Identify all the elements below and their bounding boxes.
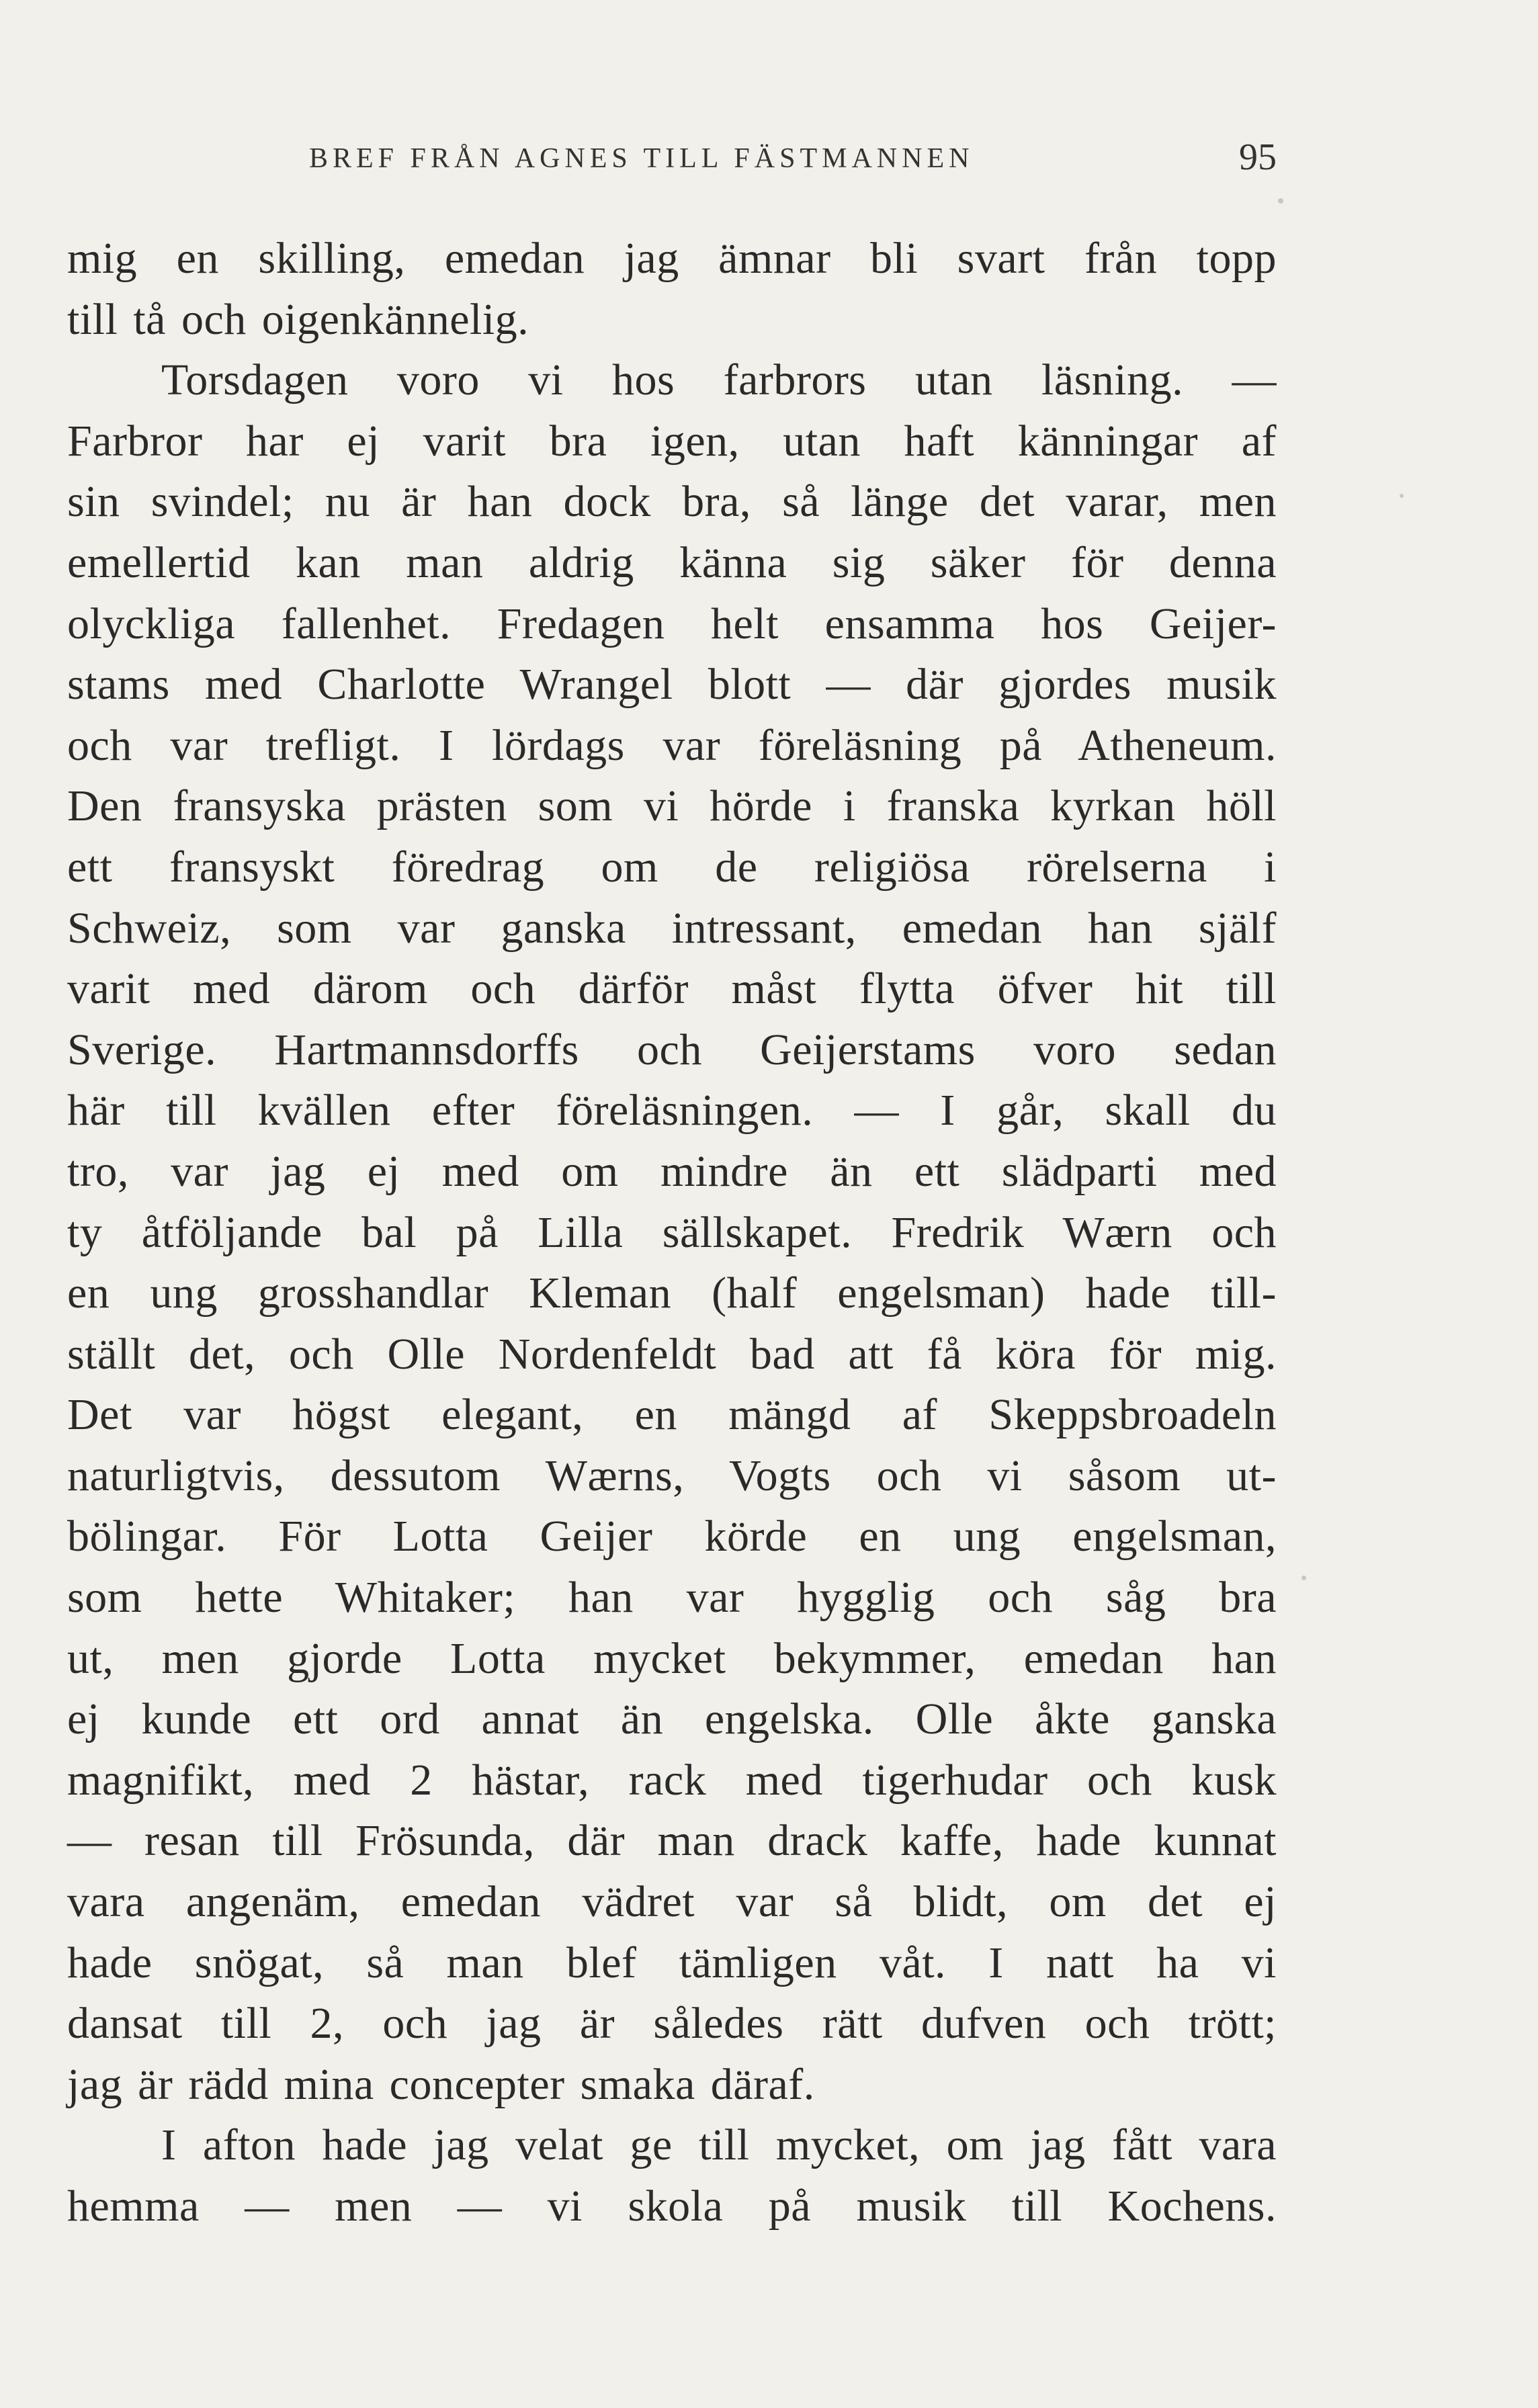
text-line: — resan till Frösunda, där man drack kaffe, hade kunnat: [67, 1816, 1277, 1866]
text-line: ej kunde ett ord annat än engelska. Olle åkte ganska: [67, 1694, 1277, 1744]
text-line: hade snögat, så man blef tämligen våt. I natt ha vi: [67, 1938, 1277, 1987]
text-line: Den fransyska prästen som vi hörde i franska kyrkan höll: [67, 781, 1277, 831]
text-line: stams med Charlotte Wrangel blott — där gjordes musik: [67, 660, 1277, 710]
text-line: Torsdagen voro vi hos farbrors utan läsning. —: [161, 355, 1277, 405]
running-title: BREF FRÅN AGNES TILL FÄSTMANNEN: [309, 143, 974, 174]
text-line: vara angenäm, emedan vädret var så blidt, om det ej: [67, 1877, 1277, 1927]
text-line: dansat till 2, och jag är således rätt dufven och trött;: [67, 1999, 1277, 2049]
text-line: Farbror har ej varit bra igen, utan haft känningar af: [67, 416, 1277, 466]
text-line: bölingar. För Lotta Geijer körde en ung engelsman,: [67, 1512, 1277, 1561]
text-line: här till kvällen efter föreläsningen. — I går, skall du: [67, 1086, 1277, 1135]
text-line: olyckliga fallenhet. Fredagen helt ensamma hos Geijer-: [67, 599, 1277, 648]
paper-speck: [1278, 198, 1283, 204]
text-line: sin svindel; nu är han dock bra, så länge det varar, men: [67, 477, 1277, 527]
text-line: till tå och oigenkännelig.: [67, 294, 529, 344]
body-text: [67, 228, 1277, 2237]
text-line: jag är rädd mina concepter smaka däraf.: [67, 2059, 815, 2109]
text-line: tro, var jag ej med om mindre än ett slädparti med: [67, 1146, 1277, 1196]
text-line: magnifikt, med 2 hästar, rack med tigerhudar och kusk: [67, 1755, 1277, 1805]
text-line: ty åtföljande bal på Lilla sällskapet. Fredrik Wærn och: [67, 1207, 1277, 1257]
text-line: mig en skilling, emedan jag ämnar bli svart från topp: [67, 234, 1277, 283]
running-head: [67, 134, 1277, 181]
text-line: Sverige. Hartmannsdorffs och Geijerstams voro sedan: [67, 1025, 1277, 1074]
text-line: Schweiz, som var ganska intressant, emedan han själf: [67, 903, 1277, 953]
text-line: och var trefligt. I lördags var föreläsning på Atheneum.: [67, 720, 1277, 770]
text-line: ett fransyskt föredrag om de religiösa rörelserna i: [67, 842, 1277, 892]
text-line: Det var högst elegant, en mängd af Skeppsbroadeln: [67, 1390, 1277, 1440]
text-line: emellertid kan man aldrig känna sig säker för denna: [67, 538, 1277, 587]
text-line: som hette Whitaker; han var hygglig och såg bra: [67, 1573, 1277, 1623]
text-line: I afton hade jag velat ge till mycket, om jag fått vara: [161, 2120, 1277, 2170]
text-line: hemma — men — vi skola på musik till Kochens.: [67, 2182, 1277, 2231]
page-number: 95: [1239, 136, 1277, 178]
text-line: naturligtvis, dessutom Wærns, Vogts och vi såsom ut-: [67, 1451, 1277, 1500]
paper-speck: [1301, 1576, 1306, 1580]
text-line: varit med därom och därför måst flytta öfver hit till: [67, 964, 1277, 1014]
text-line: en ung grosshandlar Kleman (half engelsman) hade till-: [67, 1268, 1277, 1318]
paper-speck: [1400, 494, 1404, 498]
text-line: ut, men gjorde Lotta mycket bekymmer, emedan han: [67, 1633, 1277, 1683]
text-line: ställt det, och Olle Nordenfeldt bad att få köra för mig.: [67, 1329, 1277, 1379]
